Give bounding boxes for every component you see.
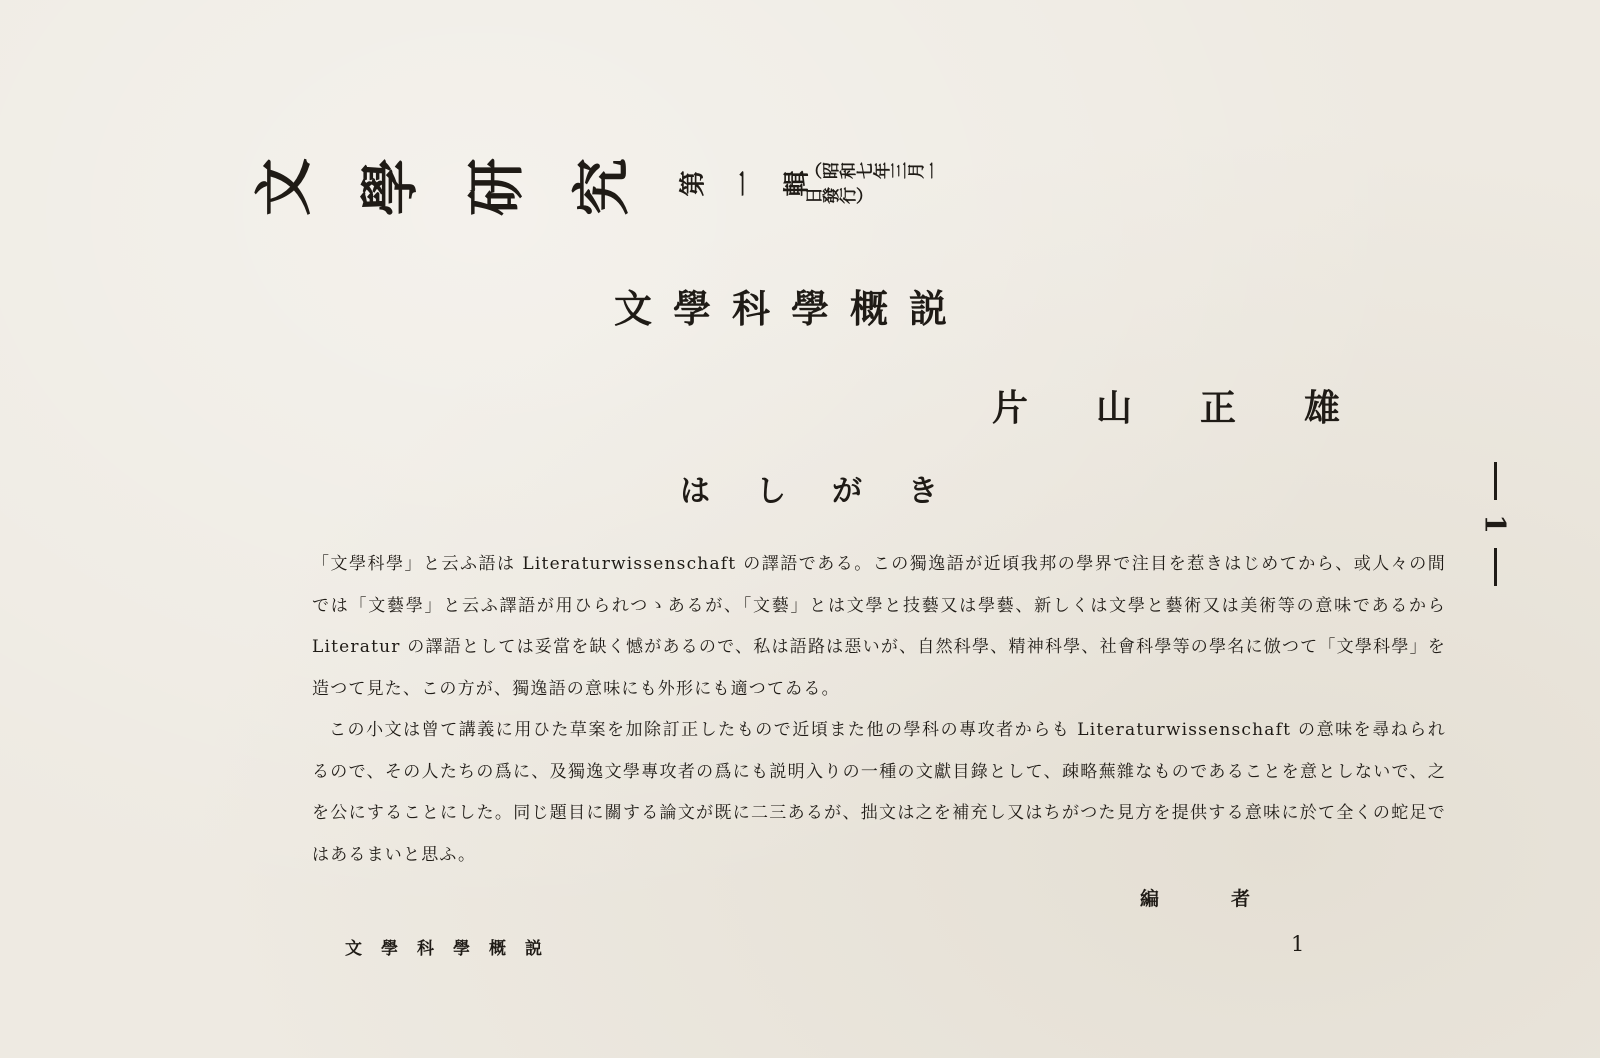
running-title: 文學科學概説 [345,939,561,959]
preface-body [312,544,1446,876]
dash-divider [1494,548,1497,586]
dash-divider [1494,462,1497,500]
preface-heading: はしがき [680,474,984,509]
issue-char: 一 [730,170,761,197]
author-name: 片山正雄 [992,387,1409,429]
page-number: 1 [1291,932,1305,956]
side-page-marker [1480,462,1510,587]
side-page-number: 1 [1478,514,1512,534]
preface-signature: 編者 [1140,888,1323,910]
issue-char: 第 [678,170,709,197]
masthead-char: 文 [250,157,319,217]
preface-paragraph: 「文學科學」と云ふ語は Literaturwissenschaft の譯語である。この獨逸語が近頃我邦の學界で注目を惹きはじめてから、或人々の間では「文藝學」と云ふ譯語が用ひられつゝあるが、「文藝」とは文學と技藝又は學藝、新しくは文學と藝術又は美術等の意味であるから Literatur の譯語としては妥當を缺く憾があるので、私は語路は惡いが、自然科學、精神科學、社會科學等の學名に倣つて「文學科學」を造つて見た、この方が、獨逸語の意味にも外形にも適つてゐる。 [312,554,1446,699]
issue-char: 輯 [782,170,813,197]
masthead-char: 研 [462,157,531,217]
journal-masthead [250,145,637,229]
issue-label [678,165,813,202]
masthead-char: 學 [356,157,425,217]
article-title: 文學科學概説 [614,286,969,331]
publication-date: （昭和七年三月一日發行） [805,163,941,208]
masthead-char: 究 [568,157,637,217]
preface-paragraph: この小文は曾て講義に用ひた草案を加除訂正したもので近頃また他の學科の專攻者からも Literaturwissenschaft の意味を尋ねられるので、その人たちの爲に、及獨逸文學專攻者の爲にも説明入りの一種の文獻目錄として、疎略蕪雜なものであることを意としないで、之を公にすることにした。同じ題目に關する論文が既に二三あるが、拙文は之を補充し又はちがつた見方を提供する意味に於て全くの蛇足ではあるまいと思ふ。 [312,720,1446,865]
